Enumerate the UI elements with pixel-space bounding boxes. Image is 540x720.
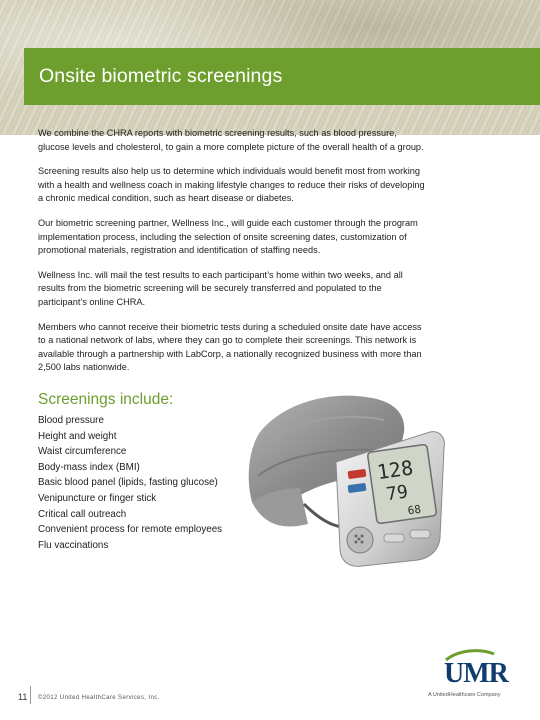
list-item: Critical call outreach xyxy=(38,508,127,520)
list-item: Flu vaccinations xyxy=(38,539,109,551)
list-item: Height and weight xyxy=(38,430,117,442)
list-item: Waist circumference xyxy=(38,446,127,458)
list-item: Body-mass index (BMI) xyxy=(38,461,140,473)
blood-pressure-monitor-image xyxy=(244,384,446,570)
umr-logo xyxy=(428,648,508,702)
screenings-heading: Screenings include: xyxy=(38,391,174,408)
page-number: 11 xyxy=(18,692,28,702)
page-title: Onsite biometric screenings xyxy=(39,65,283,87)
body-text xyxy=(38,127,430,386)
monitor-reading-systolic: 128 xyxy=(375,455,415,485)
list-item: Blood pressure xyxy=(38,415,104,426)
paragraph-mail-results: Wellness Inc. will mail the test results to each participant’s home within two weeks, and all results from the biometric screening will be securely transferred and populated to the participant’s online CHRA. xyxy=(38,269,403,307)
list-item: Basic blood panel (lipids, fasting glucose) xyxy=(38,477,218,489)
footer-divider xyxy=(30,686,31,704)
list-item: Venipuncture or finger stick xyxy=(38,492,157,504)
list-item: Convenient process for remote employees xyxy=(38,524,223,536)
monitor-reading-pulse: 68 xyxy=(406,502,422,518)
paragraph-chra: We combine the CHRA reports with biometric screening results, such as blood pressure, glucose levels and cholesterol, to gain a more complete picture of the overall health of a group. xyxy=(38,128,424,152)
screenings-list xyxy=(38,413,222,553)
paragraph-screening-results: Screening results also help us to determine which individuals would benefit most from working with a health and wellness coach in making lifestyle changes to reduce their risks of developing a chronic medical condition, such as heart disease or diabetes. xyxy=(38,166,425,204)
logo-tagline: A UnitedHealthcare Company xyxy=(428,692,501,698)
monitor-reading-diastolic: 79 xyxy=(384,481,410,506)
paragraph-partner: Our biometric screening partner, Wellness Inc., will guide each customer through the program implementation process, including the selection of onsite screening dates, customization of promotional materials, registration and identification of staffing needs. xyxy=(38,217,418,256)
copyright-text: ©2012 United HealthCare Services, Inc. xyxy=(38,695,160,701)
paragraph-lab-network: Members who cannot receive their biometric tests during a scheduled onsite date have access to a national network of labs, where they can go to complete their screenings. This network is available through a partnership with LabCorp, a nationally recognized business with more than 2,500 labs nationwide. xyxy=(38,321,422,373)
logo-wordmark: UMR xyxy=(444,658,508,689)
title-banner xyxy=(24,48,540,105)
